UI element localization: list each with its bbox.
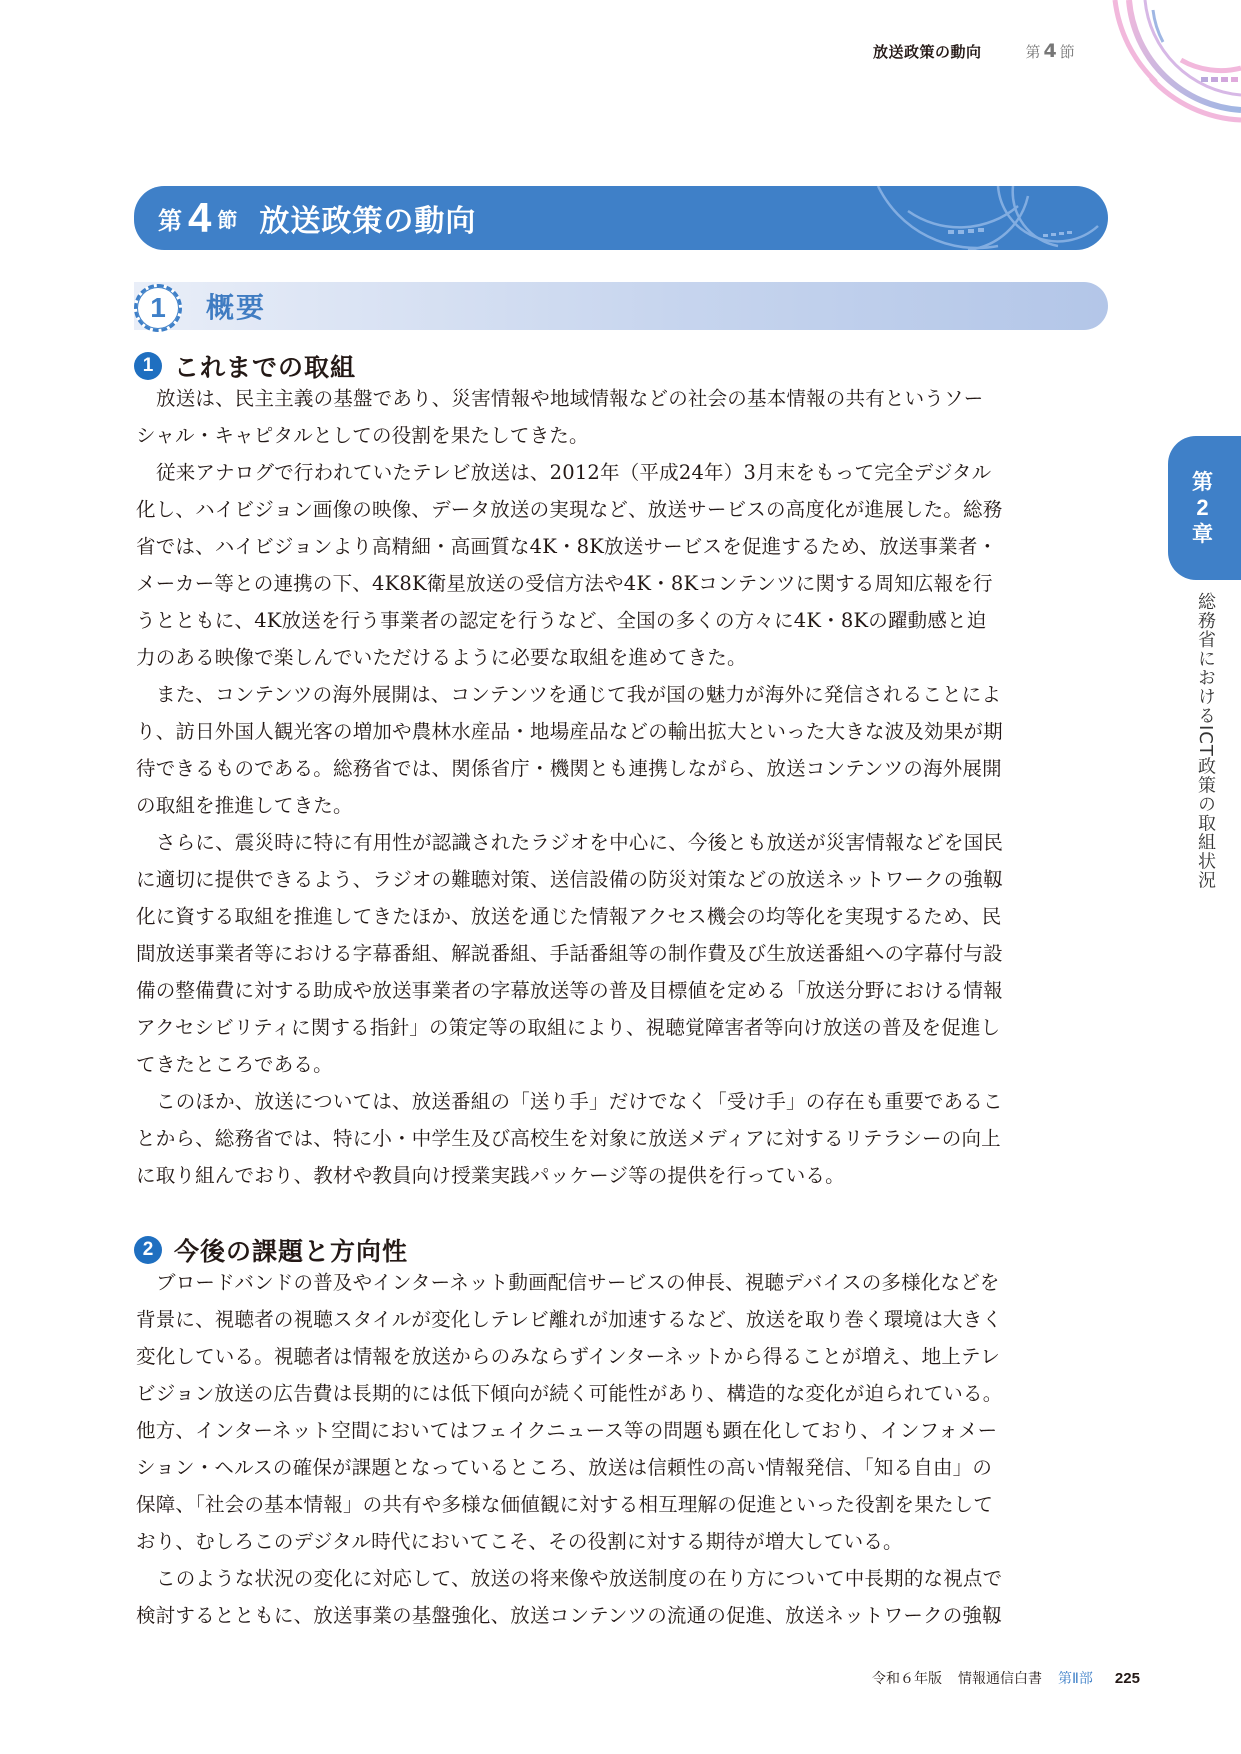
chapter-number: 2 [1196,495,1209,520]
paragraph-line: 背景に、視聴者の視聴スタイルが変化しテレビ離れが加速するなど、放送を取り巻く環境は大きく [136,1308,1003,1331]
paragraph-line: 化し、ハイビジョン画像の映像、データ放送の実現など、放送サービスの高度化が進展した。総務 [136,498,1003,521]
chapter-vertical-title: 総務省におけるICT政策の取組状況 [1195,592,1216,890]
subsection-number: 1 [150,292,166,323]
paragraph-line: ブロードバンドの普及やインターネット動画配信サービスの伸長、視聴デバイスの多様化などを [156,1271,1000,1294]
paragraph-line: ビジョン放送の広告費は長期的には低下傾向が続く可能性があり、構造的な変化が迫られている。 [136,1382,1003,1405]
paragraph-line: り、訪日外国人観光客の増加や農林水産品・地場産品などの輸出拡大といった大きな波及効果が期 [136,720,1003,743]
subsection-banner [134,282,1108,330]
paragraph-line: メーカー等との連携の下、4K8K衛星放送の受信方法や4K・8Kコンテンツに関する周知広報を行 [136,572,993,595]
paragraph-line: てきたところである。 [136,1053,333,1076]
chapter-prefix: 第 [1192,470,1213,494]
paragraph-line: 化に資する取組を推進してきたほか、放送を通じた情報アクセス機会の均等化を実現するため、民 [136,905,1002,928]
section-1-body [136,380,1108,1194]
footer-publication: 情報通信白書 [958,1671,1042,1687]
paragraph-line: さらに、震災時に特に有用性が認識されたラジオを中心に、今後とも放送が災害情報などを国民 [156,831,1004,854]
heading-number-badge: 2 [134,1236,162,1264]
paragraph-line: に取り組んでおり、教材や教員向け授業実践パッケージ等の提供を行っている。 [136,1164,845,1187]
paragraph-line: 保障、「社会の基本情報」の共有や多様な価値観に対する相互理解の促進といった役割を果たして [136,1493,994,1516]
paragraph-line: このような状況の変化に対応して、放送の将来像や放送制度の在り方について中長期的な視点で [156,1567,1003,1590]
running-head-section [1026,40,1075,62]
heading-title: 今後の課題と方向性 [174,1237,409,1266]
paragraph-line: の取組を推進してきた。 [136,794,353,817]
section-banner [134,186,1108,250]
paragraph-line: このほか、放送については、放送番組の「送り手」だけでなく「受け手」の存在も重要であるこ [156,1090,1003,1113]
paragraph-line: 待できるものである。総務省では、関係省庁・機関とも連携しながら、放送コンテンツの海外展開 [136,757,1002,780]
paragraph-line: 間放送事業者等における字幕番組、解説番組、手話番組等の制作費及び生放送番組への字幕付与設 [136,942,1003,965]
footer-part: 第Ⅱ部 [1058,1671,1093,1687]
section-suffix: 節 [217,207,238,232]
paragraph-line: ション・ヘルスの確保が課題となっているところ、放送は信頼性の高い情報発信、「知る自由」の [136,1456,993,1479]
paragraph-line: 検討するとともに、放送事業の基盤強化、放送コンテンツの流通の促進、放送ネットワークの強靱 [136,1604,1002,1627]
running-head-title: 放送政策の動向 [873,43,982,61]
section-title: 放送政策の動向 [259,204,477,239]
paragraph-line: とから、総務省では、特に小・中学生及び高校生を対象に放送メディアに対するリテラシーの向上 [136,1127,1001,1150]
paragraph-line: 変化している。視聴者は情報を放送からのみならずインターネットから得ることが増え、地上テレ [136,1345,1001,1368]
paragraph-line: 省では、ハイビジョンより高精細・高画質な4K・8K放送サービスを促進するため、放送事業者・ [136,535,998,558]
heading-number-badge: 1 [134,352,162,380]
paragraph-line: おり、むしろこのデジタル時代においてこそ、その役割に対する期待が増大している。 [136,1530,903,1553]
section-number: 4 [188,194,212,241]
running-head-section-prefix: 第 [1025,43,1041,61]
paragraph-line: 他方、インターネット空間においてはフェイクニュース等の問題も顕在化しており、インフォメー [136,1419,998,1442]
paragraph-line: 放送は、民主主義の基盤であり、災害情報や地域情報などの社会の基本情報の共有というソー [156,387,984,410]
running-head-section-suffix: 節 [1059,43,1075,61]
paragraph-line: 備の整備費に対する助成や放送事業者の字幕放送等の普及目標値を定める「放送分野における情報 [136,979,1003,1002]
footer-edition: 令和６年版 [872,1671,942,1687]
chapter-suffix: 章 [1192,522,1213,546]
running-head-section-number: 4 [1043,40,1057,62]
paragraph-line: 力のある映像で楽しんでいただけるように必要な取組を進めてきた。 [136,646,747,669]
paragraph-line: アクセシビリティに関する指針」の策定等の取組により、視聴覚障害者等向け放送の普及を促進し [136,1016,1001,1039]
page-footer [872,1668,1140,1688]
heading-1 [134,348,356,384]
running-head [873,40,1075,62]
section-prefix: 第 [158,206,182,235]
subsection-title: 概要 [206,291,267,324]
heading-title: これまでの取組 [174,353,357,382]
subsection-number-badge [134,284,182,332]
banner-arcs-icon [848,186,1108,250]
paragraph-line: 従来アナログで行われていたテレビ放送は、2012年（平成24年）3月末をもって完全デジタル [156,461,992,484]
paragraph-line: シャル・キャピタルとしての役割を果たしてきた。 [136,424,589,447]
section-2-body [136,1264,1108,1634]
paragraph-line: また、コンテンツの海外展開は、コンテンツを通じて我が国の魅力が海外に発信されることによ [156,683,1002,706]
chapter-tab [1168,436,1241,580]
page-number: 225 [1114,1670,1140,1687]
paragraph-line: に適切に提供できるよう、ラジオの難聴対策、送信設備の防災対策などの放送ネットワークの強靱 [136,868,1003,891]
heading-2 [134,1232,408,1268]
decorative-arcs-icon [1101,0,1241,125]
paragraph-line: うとともに、4K放送を行う事業者の認定を行うなど、全国の多くの方々に4K・8Kの躍動感と迫 [136,609,987,632]
